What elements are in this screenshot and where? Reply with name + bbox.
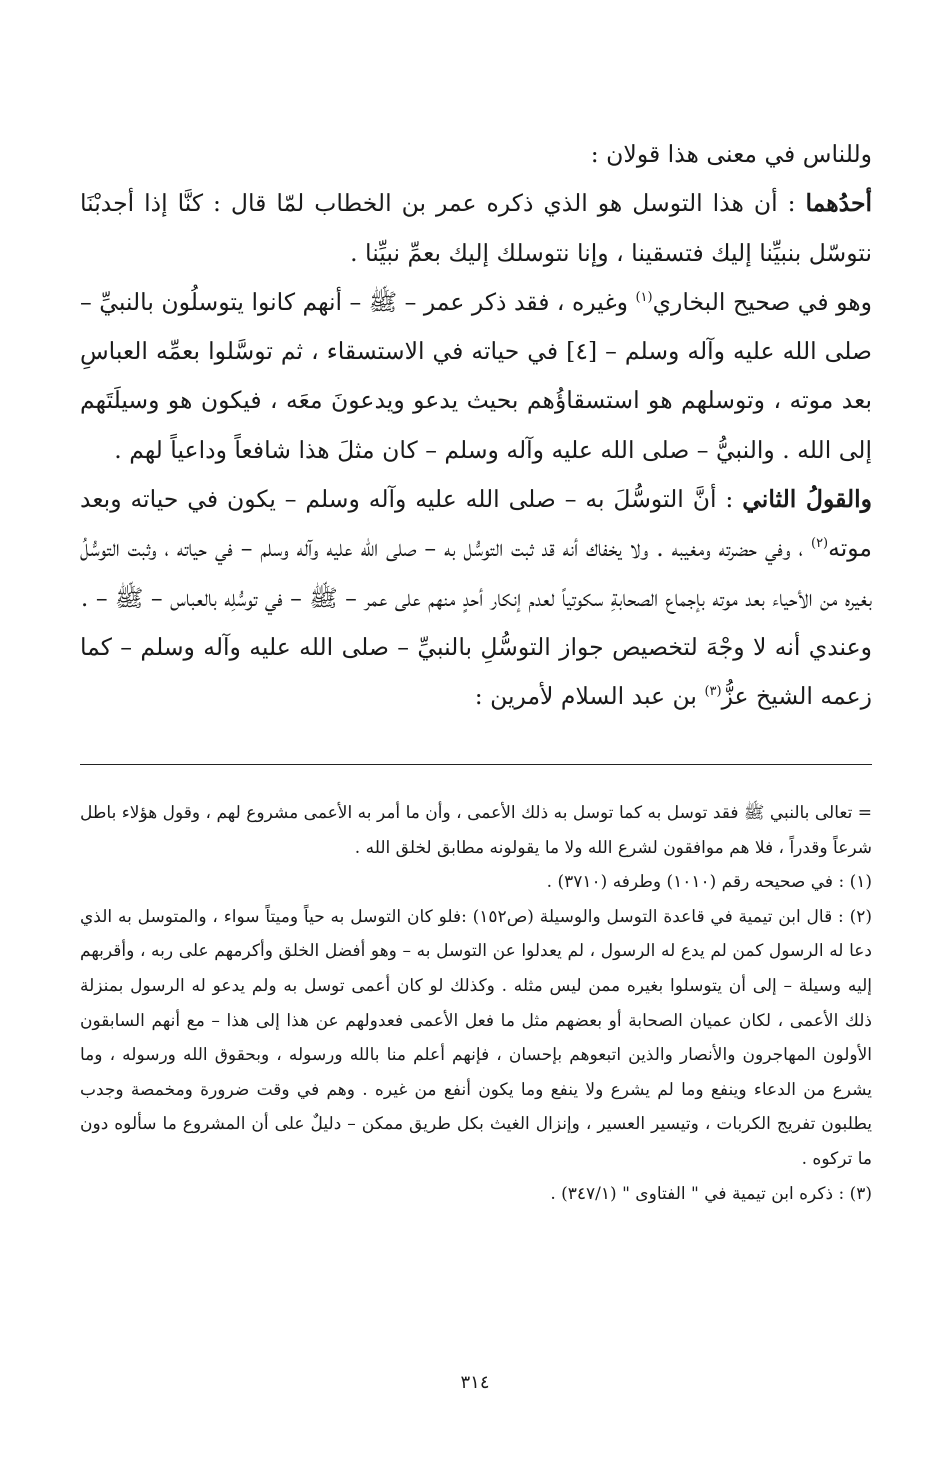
page-number: ٣١٤ — [460, 1372, 490, 1393]
paragraph-first-opinion — [80, 179, 872, 278]
second-opinion-text-b: ، وفي حضرته ومغيبه . ولا يخفاك أنه قد ثبت التوسُّل به – صلى الله عليه وآله وسلم – في حياته ، وثبت التوسُّلُ بغيره من الأحياء بعد موته بإجماع الصحابةِ سكوتياً لعدم إنكار أحدٍ منهم على عمر – ﷺ – في توسُّلِه بالعباس – ﷺ – . — [80, 534, 872, 612]
main-text — [80, 130, 872, 722]
bukhari-text-b: وغيره ، فقد ذكر عمر – ﷺ – أنهم كانوا يتوسلُون بالنبيِّ – صلى الله عليه وآله وسلم – [٤] في حياته في الاستسقاء ، ثم توسَّلوا بعمِّه العباسِ بعد موته ، وتوسلهم هو استسقاؤُهم بحيث يدعو ويدعونَ معَه ، فيكون هو وسيلَتَهم إلى الله . والنبيُّ – صلى الله عليه وآله وسلم – كان مثلَ هذا شافعاً وداعياً لهم . — [80, 287, 872, 464]
first-opinion-text: : أن هذا التوسل هو الذي ذكره عمر بن الخطاب لمّا قال : كنَّا إذا أجدبْنَا نتوسّل بنبيِّنا إليك فتسقينا ، وإنا نتوسلك إليك بعمِّ نبيِّنا . — [80, 189, 872, 267]
footnote-ref-2[interactable]: (٢) — [810, 536, 829, 552]
footnotes — [80, 796, 872, 1211]
second-opinion-heading: والقولُ الثاني — [742, 485, 873, 514]
footnote-divider — [80, 764, 872, 765]
intro-text: وللناس في معنى هذا قولان : — [590, 140, 872, 168]
author-view-text-a: وعندي أنه لا وجْهَ لتخصيص جواز التوسُّلِ بالنبيِّ – صلى الله عليه وآله وسلم – كما زعمه الشيخ عزُّ — [80, 632, 872, 711]
second-opinion-text-a: : أنَّ التوسُّلَ به – صلى الله عليه وآله وسلم – يكون في حياته وبعد موته — [80, 485, 872, 563]
footnote-ref-1[interactable]: (١) — [635, 290, 653, 306]
footnote-continuation: = تعالى بالنبي ﷺ فقد توسل به كما توسل به ذلك الأعمى ، وأن ما أمر به الأعمى مشروع لهم ، وقول هؤلاء باطل شرعاً وقدراً ، فلا هم موافقون لشرع الله ولا ما يقولونه مطابق لخلق الله . — [80, 803, 872, 858]
paragraph-intro — [80, 130, 872, 179]
footnote-1: (١) : في صحيحه رقم (١٠١٠) وطرفه (٣٧١٠) . — [546, 872, 872, 893]
paragraph-bukhari — [80, 278, 872, 475]
first-opinion-heading: أحدُهما — [805, 189, 872, 218]
footnote-3: (٣) : ذكره ابن تيمية في " الفتاوى " (٣٤٧/١) . — [550, 1183, 872, 1204]
paragraph-second-opinion — [80, 475, 872, 623]
paragraph-author-view — [80, 623, 872, 722]
footnote-2: (٢) : قال ابن تيمية في قاعدة التوسل والوسيلة (ص١٥٢) :فلو كان التوسل به حياً وميتاً سواء ، والمتوسل به الذي دعا له الرسول كمن لم يدع له الرسول ، لم يعدلوا عن التوسل به – وهو أفضل الخلق وأكرمهم على ربه ، وأقربهم إليه وسيلة – إلى أن يتوسلوا بغيره ممن ليس مثله . وكذلك لو كان أعمى توسل به ولم يدعو له الرسول بمنزلة ذلك الأعمى ، لكان عميان الصحابة أو بعضهم مثل ما فعل الأعمى فعدولهم عن هذا إلى هذا – مع أنهم السابقون الأولون المهاجرون والأنصار والذين اتبعوهم بإحسان ، فإنهم أعلم منا بالله ورسوله ، وبحقوق الله ورسوله ، وما يشرع من الدعاء وينفع وما لم يشرع ولا ينفع وما يكون أنفع من غيره . وهم في وقت ضرورة ومخمصة وجدب يطلبون تفريج الكربات ، وتيسير العسير ، وإنزال الغيث بكل طريق ممكن – دليلٌ على أن المشروع ما سألوه دون ما تركوه . — [80, 906, 872, 1169]
bukhari-text-a: وهو في صحيح البخاري — [652, 287, 872, 316]
author-view-text-b: بن عبد السلام لأمرين : — [474, 682, 705, 711]
footnote-ref-3[interactable]: (٣) — [704, 684, 722, 700]
